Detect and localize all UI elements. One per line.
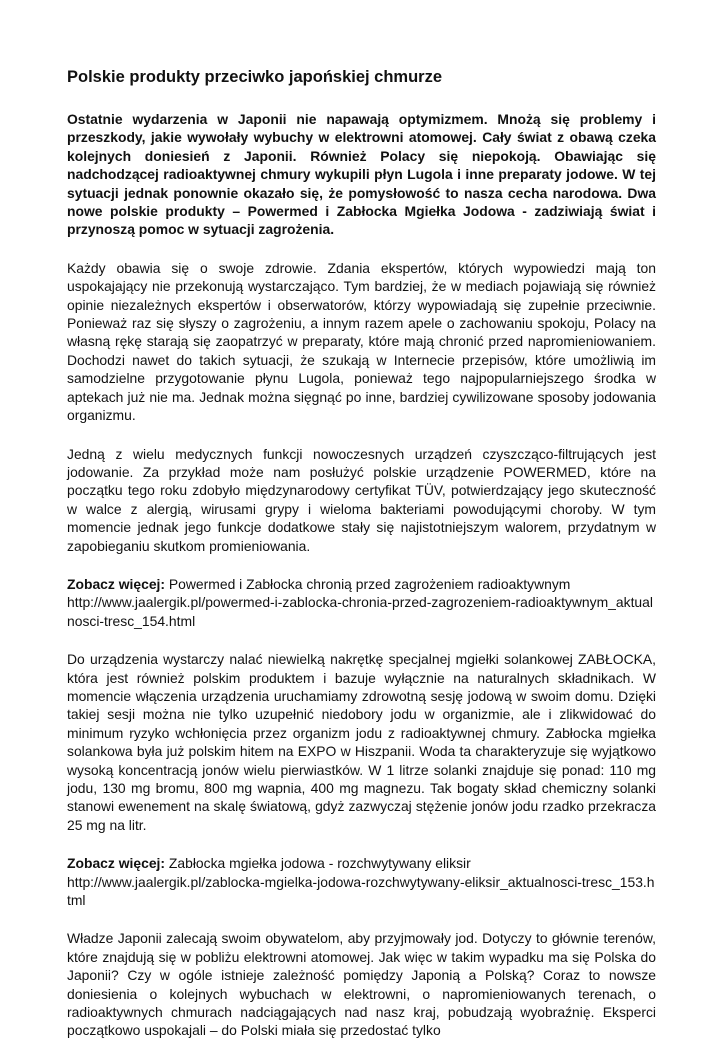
body-paragraph-1: Każdy obawia się o swoje zdrowie. Zdania ekspertów, których wypowiedzi mają ton uspokajający nie przekonują wystarczająco. Tym bardziej, że w mediach pojawiają się również opinie niezależnych ekspertów i obserwatorów, którzy wypowiadają się zupełnie przeciwnie. Ponieważ raz się słyszy o zagrożeniu, a innym razem apele o zachowaniu spokoju, Polacy na własną rękę starają się zaopatrzyć w preparaty, które mają chronić przed napromieniowaniem. Dochodzi nawet do takich sytuacji, że szukają w Internecie przepisów, które umożliwią im samodzielne przygotowanie płynu Lugola, ponieważ tego najpopularniejszego środka w aptekach już nie ma. Jednak można sięgnąć po inne, bardziej cywilizowane sposoby jodowania organizmu. bbox=[67, 259, 656, 424]
document-page bbox=[67, 66, 656, 1060]
see-more-block-1 bbox=[67, 575, 656, 630]
see-more-block-2 bbox=[67, 854, 656, 909]
see-more-link[interactable]: http://www.jaalergik.pl/powermed-i-zablocka-chronia-przed-zagrozeniem-radioaktywnym_aktualnosci-tresc_154.html bbox=[67, 594, 653, 629]
see-more-text: Zabłocka mgiełka jodowa - rozchwytywany eliksir bbox=[165, 855, 471, 872]
body-paragraph-3: Do urządzenia wystarczy nalać niewielką nakrętkę specjalnej mgiełki solankowej ZABŁOCKA, która jest również polskim produktem i bazuje wyłącznie na naturalnych składnikach. W momencie włączenia urządzenia uruchamiamy zdrowotną sesję jodową w swoim domu. Dzięki takiej sesji można nie tylko uzupełnić niedobory jodu w organizmie, ale i zlikwidować do minimum ryzyko wchłonięcia przez organizm jodu z radioaktywnej chmury. Zabłocka mgiełka solankowa była już polskim hitem na EXPO w Hiszpanii. Woda ta charakteryzuje się wyjątkowo wysoką koncentracją jonów wielu pierwiastków. W 1 litrze solanki znajduje się ponad: 110 mg jodu, 130 mg bromu, 800 mg wapnia, 400 mg magnezu. Tak bogaty skład chemiczny solanki stanowi ewenement na skalę światową, gdyż zazwyczaj stężenie jonów jodu rzadko przekracza 25 mg na litr. bbox=[67, 651, 656, 833]
lead-paragraph: Ostatnie wydarzenia w Japonii nie napawają optymizmem. Mnożą się problemy i przeszkody, jakie wywołały wybuchy w elektrowni atomowej. Cały świat z obawą czeka kolejnych doniesień z Japonii. Również Polacy się niepokoją. Obawiając się nadchodzącej radioaktywnej chmury wykupili płyn Lugola i inne preparaty jodowe. W tej sytuacji jednak ponownie okazało się, że pomysłowość to nasza cecha narodowa. Dwa nowe polskie produkty – Powermed i Zabłocka Mgiełka Jodowa - zadziwiają świat i przynoszą pomoc w sytuacji zagrożenia. bbox=[67, 111, 656, 238]
see-more-label: Zobacz więcej: bbox=[67, 855, 166, 872]
body-paragraph-4: Władze Japonii zalecają swoim obywatelom, aby przyjmowały jod. Dotyczy to głównie terenów, które znajdują się w pobliżu elektrowni atomowej. Jak więc w takim wypadku ma się Polska do Japonii? Czy w ogóle istnieje zależność pomiędzy Japonią a Polską? Coraz to nowsze doniesienia o kolejnych wybuchach w elektrowni, o napromieniowanych terenach, o radioaktywnych chmurach nadciągających nad nasz kraj, pobudzają wyobraźnię. Eksperci początkowo uspokajali – do Polski miała się przedostać tylko bbox=[67, 930, 656, 1039]
article-title: Polskie produkty przeciwko japońskiej chmurze bbox=[67, 68, 443, 86]
see-more-link[interactable]: http://www.jaalergik.pl/zablocka-mgielka-jodowa-rozchwytywany-eliksir_aktualnosci-tresc_153.html bbox=[67, 873, 655, 909]
body-paragraph-2: Jedną z wielu medycznych funkcji nowoczesnych urządzeń czyszcząco-filtrujących jest jodowanie. Za przykład może nam posłużyć polskie urządzenie POWERMED, które na początku tego roku zdobyło międzynarodowy certyfikat TÜV, potwierdzający jego skuteczność w walce z alergią, wirusami grypy i wieloma bakteriami powodującymi choroby. W tym momencie jednak jego funkcje dodatkowe stały się najistotniejszym walorem, przydatnym w zapobieganiu skutkom promieniowania. bbox=[67, 445, 656, 554]
see-more-text: Powermed i Zabłocka chronią przed zagrożeniem radioaktywnym bbox=[165, 575, 571, 592]
see-more-label: Zobacz więcej: bbox=[67, 575, 166, 592]
